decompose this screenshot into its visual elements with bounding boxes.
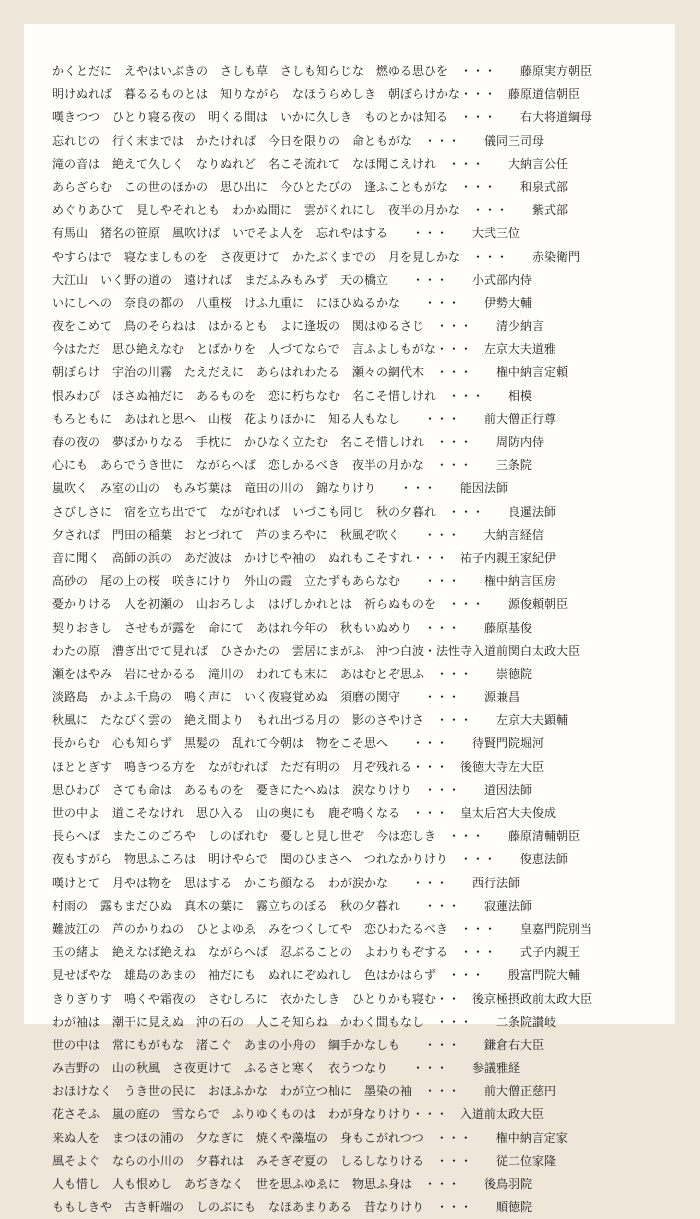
poem-line: 夜もすがら 物思ふころは 明けやらで 閨のひまさへ つれなかりけり ・・・ 俊恵法師 xyxy=(52,852,568,867)
poem-line: わたの原 漕ぎ出でて見れば ひさかたの 雲居にまがふ 沖つ白波・法性寺入道前関白太政大臣 xyxy=(52,643,581,658)
poem-line: やすらはで 寝なましものを さ夜更けて かたぶくまでの 月を見しかな ・・・ 赤染衛門 xyxy=(52,249,581,264)
poem-line: 明けぬれば 暮るるものとは 知りながら なほうらめしき 朝ぼらけかな・・・ 藤原道信朝臣 xyxy=(52,87,581,102)
poem-line: かくとだに えやはいぶきの さしも草 さしも知らじな 燃ゆる思ひを ・・・ 藤原実方朝臣 xyxy=(52,64,593,78)
poem-line: 忘れじの 行く末までは かたければ 今日を限りの 命ともがな ・・・ 儀同三司母 xyxy=(52,133,545,148)
poem-line: 憂かりける 人を初瀬の 山おろしよ はげしかれとは 祈らぬものを ・・・ 源俊頼朝臣 xyxy=(52,597,569,612)
poem-line: おほけなく うき世の民に おほふかな わが立つ杣に 墨染の袖 ・・・ 前大僧正慈円 xyxy=(52,1084,557,1099)
poem-line: み吉野の 山の秋風 さ夜更けて ふるさと寒く 衣うつなり ・・・ 参議雅経 xyxy=(52,1061,521,1076)
poem-line: 世の中よ 道こそなけれ 思ひ入る 山の奥にも 鹿ぞ鳴くなる ・・・ 皇太后宮大夫俊成 xyxy=(52,806,557,820)
poem-sheet xyxy=(24,24,675,1215)
poem-line: 思ひわび さても命は あるものを 憂きにたへぬは 涙なりけり ・・・ 道因法師 xyxy=(52,782,533,797)
poem-line: 見せばやな 雄島のあまの 袖だにも ぬれにぞぬれし 色はかはらず ・・・ 殷富門院大輔 xyxy=(52,968,581,983)
poem-line: 有馬山 猪名の笹原 風吹けば いでそよ人を 忘れやはする ・・・ 大弐三位 xyxy=(52,226,521,241)
poem-line: いにしへの 奈良の都の 八重桜 けふ九重に にほひぬるかな ・・・ 伊勢大輔 xyxy=(52,295,533,310)
poem-line: 恨みわび ほさぬ袖だに あるものを 恋に朽ちなむ 名こそ惜しけれ ・・・ 相模 xyxy=(52,388,533,403)
poem-line: さびしさに 宿を立ち出でて ながむれば いづこも同じ 秋の夕暮れ ・・・ 良暹法師 xyxy=(52,504,557,519)
poem-line: 世の中は 常にもがもな 渚こぐ あまの小舟の 綱手かなしも ・・・ 鎌倉右大臣 xyxy=(52,1037,545,1052)
poem-line: わが袖は 潮干に見えぬ 沖の石の 人こそ知らね かわく間もなし ・・・ 二条院讃岐 xyxy=(52,1014,557,1029)
poem-line: 風そよぐ ならの小川の 夕暮れは みそぎぞ夏の しるしなりける ・・・ 従二位家隆 xyxy=(52,1153,557,1168)
poem-line: 夕されば 門田の稲葉 おとづれて 芦のまろやに 秋風ぞ吹く ・・・ 大納言経信 xyxy=(52,527,544,542)
poem-line: 嘆きつつ ひとり寝る夜の 明くる間は いかに久しき ものとかは知る ・・・ 右大将道綱母 xyxy=(52,110,593,125)
poem-line: 滝の音は 絶えて久しく なりぬれど 名こそ流れて なほ聞こえけれ ・・・ 大納言公任 xyxy=(52,156,569,171)
poem-line: 長らへば またこのごろや しのばれむ 憂しと見し世ぞ 今は恋しき ・・・ 藤原清輔朝臣 xyxy=(52,829,581,844)
poem-line: めぐりあひて 見しやそれとも わかぬ間に 雲がくれにし 夜半の月かな ・・・ 紫式部 xyxy=(52,203,569,218)
poem-line: 嘆けとて 月やは物を 思はする かこち顔なる わが涙かな ・・・ 西行法師 xyxy=(52,875,521,890)
poem-line: きりぎりす 鳴くや霜夜の さむしろに 衣かたしき ひとりかも寝む・・ 後京極摂政前太政大臣 xyxy=(52,991,593,1006)
poem-line: ももしきや 古き軒端の しのぶにも なほあまりある 昔なりけり ・・・ 順徳院 xyxy=(52,1200,533,1215)
poem-line: 花さそふ 嵐の庭の 雪ならで ふりゆくものは わが身なりけり・・・ 入道前太政大臣 xyxy=(52,1107,544,1122)
poem-line: 村雨の 露もまだひぬ 真木の葉に 霧立ちのぼる 秋の夕暮れ ・・・ 寂蓮法師 xyxy=(52,898,533,913)
poem-line: 今はただ 思ひ絶えなむ とばかりを 人づてならで 言ふよしもがな・・・ 左京大夫道雅 xyxy=(52,342,556,357)
poem-line: 来ぬ人を まつほの浦の 夕なぎに 焼くや藻塩の 身もこがれつつ ・・・ 権中納言定家 xyxy=(52,1130,568,1145)
poem-line: 淡路島 かよふ千鳥の 鳴く声に いく夜寝覚めぬ 須磨の関守 ・・・ 源兼昌 xyxy=(52,690,521,705)
poem-line: 難波江の 芦のかりねの ひとよゆゑ みをつくしてや 恋ひわたるべき ・・・ 皇嘉門院別当 xyxy=(52,921,593,936)
poem-line: 春の夜の 夢ばかりなる 手枕に かひなく立たむ 名こそ惜しけれ ・・・ 周防内侍 xyxy=(52,435,545,449)
poem-line: 人も惜し 人も恨めし あぢきなく 世を思ふゆゑに 物思ふ身は ・・・ 後鳥羽院 xyxy=(52,1177,533,1191)
poem-line: 秋風に たなびく雲の 絶え間より もれ出づる月の 影のさやけさ ・・・ 左京大夫顕輔 xyxy=(52,713,569,728)
poem-line: 朝ぼらけ 宇治の川霧 たえだえに あらはれわたる 瀬々の網代木 ・・・ 権中納言定頼 xyxy=(52,365,569,380)
poem-line: 心にも あらでうき世に ながらへば 恋しかるべき 夜半の月かな ・・・ 三条院 xyxy=(52,458,532,473)
poem-line: 玉の緒よ 絶えなば絶えね ながらへば 忍ぶることの よわりもぞする ・・・ 式子内親王 xyxy=(52,945,581,960)
poem-line: 夜をこめて 鳥のそらねは はかるとも よに逢坂の 関はゆるさじ ・・・ 清少納言 xyxy=(52,319,545,334)
poem-line: 音に聞く 高師の浜の あだ波は かけじや袖の ぬれもこそすれ・・・ 祐子内親王家紀伊 xyxy=(52,550,557,565)
poem-line: もろともに あはれと思へ 山桜 花よりほかに 知る人もなし ・・・ 前大僧正行尊 xyxy=(52,411,557,426)
poem-list xyxy=(52,60,652,1219)
poem-line: 大江山 いく野の道の 遠ければ まだふみもみず 天の橋立 ・・・ 小式部内侍 xyxy=(52,272,533,287)
poem-line: ほととぎす 鳴きつる方を ながむれば ただ有明の 月ぞ残れる・・・ 後徳大寺左大臣 xyxy=(52,759,545,774)
poem-line: 瀬をはやみ 岩にせかるる 滝川の われても末に あはむとぞ思ふ ・・・ 崇徳院 xyxy=(52,666,533,681)
poem-line: 契りおきし させもが露を 命にて あはれ今年の 秋もいぬめり ・・・ 藤原基俊 xyxy=(52,620,533,635)
poem-line: 高砂の 尾の上の桜 咲きにけり 外山の霞 立たずもあらなむ ・・・ 権中納言匡房 xyxy=(52,574,557,589)
poem-line: 嵐吹く み室の山の もみぢ葉は 竜田の川の 錦なりけり ・・・ 能因法師 xyxy=(52,481,509,496)
poem-line: あらざらむ この世のほかの 思ひ出に 今ひとたびの 逢ふこともがな ・・・ 和泉式部 xyxy=(52,179,569,194)
poem-line: 長からむ 心も知らず 黒髪の 乱れて今朝は 物をこそ思へ ・・・ 待賢門院堀河 xyxy=(52,736,545,751)
